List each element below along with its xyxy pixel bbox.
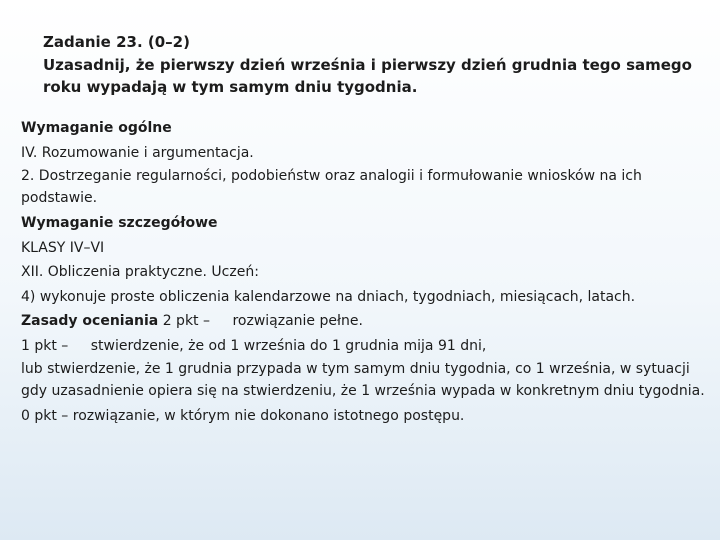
one-point-label: 1 pkt – [21, 337, 69, 354]
scoring-two-points-row [21, 309, 711, 334]
detailed-requirement-label: Wymaganie szczegółowe [21, 215, 218, 231]
zero-points-row: 0 pkt – rozwiązanie, w którym nie dokonano istotnego postępu. [21, 408, 465, 424]
two-points-description: rozwiązanie pełne. [232, 313, 363, 329]
task-body [21, 116, 711, 429]
general-requirement-item-2: 2. Dostrzeganie regularności, podobieństw oraz analogii i formułowanie wniosków na ich podstawie. [21, 168, 642, 206]
task-question-line-1: Uzasadnij, że pierwszy dzień września i pierwszy dzień grudnia tego samego [43, 55, 692, 74]
task-heading: Zadanie 23. (0–2) [43, 33, 190, 51]
scoring-one-point-row [21, 334, 711, 359]
general-requirement-label: Wymaganie ogólne [21, 120, 172, 136]
scoring-label: Zasady oceniania [21, 313, 159, 329]
grades-label: KLASY IV–VI [21, 239, 105, 256]
one-point-description: stwierdzenie, że od 1 września do 1 grudnia mija 91 dni, [90, 337, 487, 354]
task-title-block [43, 31, 693, 99]
task-question-line-2: roku wypadają w tym samym dniu tygodnia. [43, 78, 418, 96]
general-requirement-item-1: IV. Rozumowanie i argumentacja. [21, 144, 254, 161]
section-label: XII. Obliczenia praktyczne. Uczeń: [21, 264, 259, 280]
one-point-alternative: lub stwierdzenie, że 1 grudnia przypada w tym samym dniu tygodnia, co 1 września, w sytuacji gdy uzasadnienie opiera się na stwierdzeniu, że 1 września wypada w konkretnym dniu tygodnia. [21, 361, 705, 399]
two-points-label: 2 pkt – [162, 313, 210, 329]
requirement-item-4: 4) wykonuje proste obliczenia kalendarzowe na dniach, tygodniach, miesiącach, latach. [21, 288, 636, 305]
